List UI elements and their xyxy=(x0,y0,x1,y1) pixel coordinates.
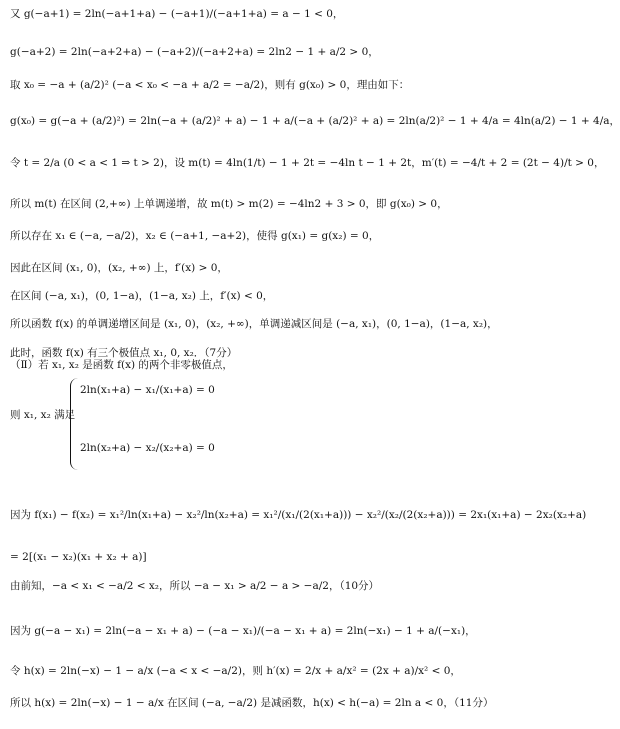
text-line: 令 h(x) = 2ln(−x) − 1 − a/x (−a < x < −a/2)，则 h′(x) = 2/x + a/x² = (2x + a)/x² < 0， xyxy=(10,665,461,677)
system-equation: 2ln(x₂+a) − x₂/(x₂+a) = 0 xyxy=(80,442,215,454)
text-line: 所以 h(x) = 2ln(−x) − 1 − a/x 在区间 (−a, −a/2) 是减函数，h(x) < h(−a) = 2ln a < 0，（11分） xyxy=(10,697,494,709)
text-line: 因为 g(−a − x₁) = 2ln(−a − x₁ + a) − (−a − x₁)/(−a − x₁ + a) = 2ln(−x₁) − 1 + a/(−x₁)， xyxy=(10,625,476,637)
text-line: g(x₀) = g(−a + (a/2)²) = 2ln(−a + (a/2)² + a) − 1 + a/(−a + (a/2)² + a) = 2ln(a/2)² − 1 + 4/a = 4ln(a/2) − 1 + 4/a， xyxy=(10,115,620,127)
text-line: （Ⅱ）若 x₁, x₂ 是函数 f(x) 的两个非零极值点， xyxy=(10,359,233,371)
text-line: 因为 f(x₁) − f(x₂) = x₁²/ln(x₁+a) − x₂²/ln(x₂+a) = x₁²/(x₁/(2(x₁+a))) − x₂²/(x₂/(2(x₂+a))) = 2x₁(x₁+a) − 2x₂(x₂+a) xyxy=(10,509,587,521)
text-line: 所以存在 x₁ ∈ (−a, −a/2)，x₂ ∈ (−a+1, −a+2)，使得 g(x₁) = g(x₂) = 0， xyxy=(10,230,380,242)
text-line: 所以函数 f(x) 的单调递增区间是 (x₁, 0)，(x₂, +∞)，单调递减区间是 (−a, x₁)，(0, 1−a)，(1−a, x₂)， xyxy=(10,318,498,330)
system-brace xyxy=(70,378,79,470)
text-line: 由前知，−a < x₁ < −a/2 < x₂，所以 −a − x₁ > a/2 − a > −a/2，（10分） xyxy=(10,580,380,592)
text-line: 取 x₀ = −a + (a/2)² (−a < x₀ < −a + a/2 = −a/2)，则有 g(x₀) > 0，理由如下： xyxy=(10,79,410,91)
text-line: g(−a+2) = 2ln(−a+2+a) − (−a+2)/(−a+2+a) = 2ln2 − 1 + a/2 > 0， xyxy=(10,46,379,58)
text-line: 此时，函数 f(x) 有三个极值点 x₁, 0, x₂．（7分） xyxy=(10,347,238,359)
text-line: 令 t = 2/a (0 < a < 1 ⇒ t > 2)，设 m(t) = 4ln(1/t) − 1 + 2t = −4ln t − 1 + 2t，m′(t) = −4/t + 2 = (2t − 4)/t > 0， xyxy=(10,157,605,169)
text-line: = 2[(x₁ − x₂)(x₁ + x₂ + a)] xyxy=(10,551,147,563)
text-line: 则 x₁, x₂ 满足 xyxy=(10,409,76,421)
text-line: 因此在区间 (x₁, 0)，(x₂, +∞) 上，f′(x) > 0， xyxy=(10,262,228,274)
text-line: 在区间 (−a, x₁)，(0, 1−a)，(1−a, x₂) 上，f′(x) < 0， xyxy=(10,290,274,302)
text-line: 又 g(−a+1) = 2ln(−a+1+a) − (−a+1)/(−a+1+a) = a − 1 < 0， xyxy=(10,8,344,20)
text-line: 所以 m(t) 在区间 (2,+∞) 上单调递增，故 m(t) > m(2) = −4ln2 + 3 > 0，即 g(x₀) > 0， xyxy=(10,198,448,210)
system-equation: 2ln(x₁+a) − x₁/(x₁+a) = 0 xyxy=(80,384,215,396)
